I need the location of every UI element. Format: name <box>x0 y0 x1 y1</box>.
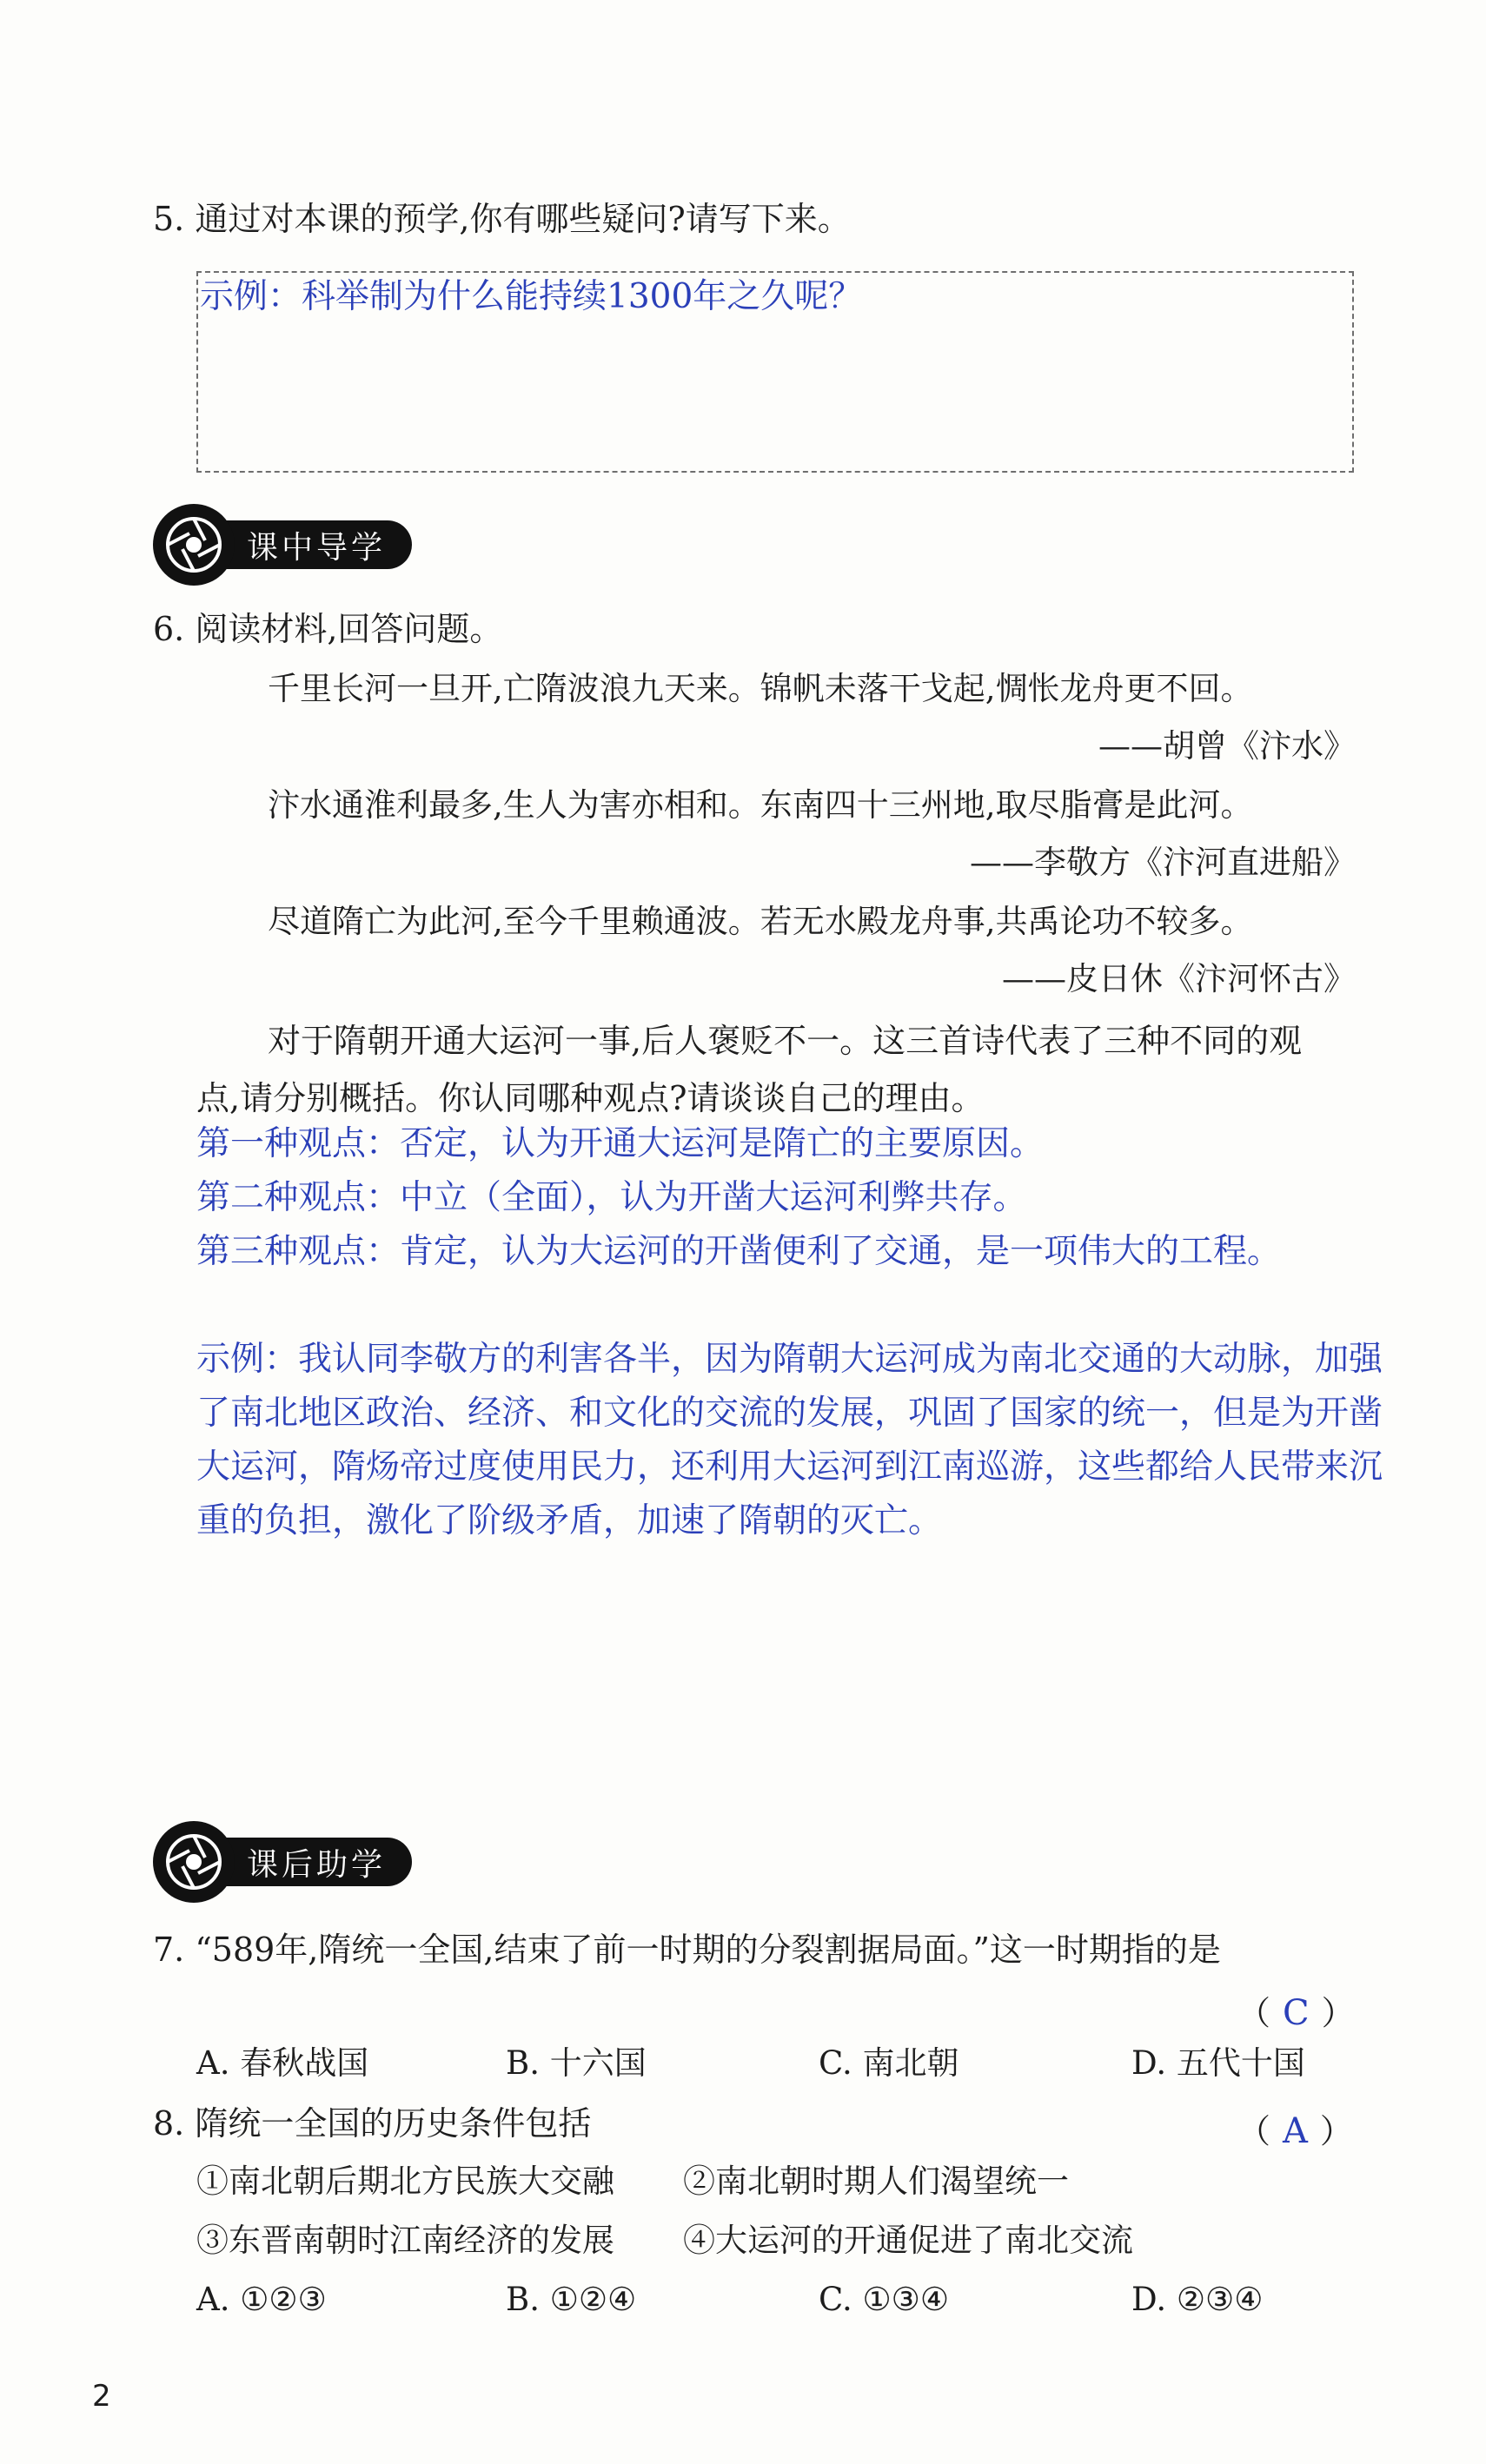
answer-bracket-8 <box>1237 2104 1353 2152</box>
bracket-close: ） <box>1319 2112 1353 2150</box>
poem-2-source: ——李敬方《汴河直进船》 <box>970 844 1356 881</box>
question-8-text: 8. 隋统一全国的历史条件包括 <box>153 2104 592 2143</box>
q7-option-d: D. 五代十国 <box>1131 2044 1305 2082</box>
bracket-close: ） <box>1321 1994 1355 2032</box>
aperture-icon <box>153 504 235 586</box>
q8-item-4: ④大运河的开通促进了南北交流 <box>683 2222 1133 2259</box>
answer-8: A <box>1283 2111 1308 2151</box>
question-6-line2: 点,请分别概括。你认同哪种观点?请谈谈自己的理由。 <box>196 1079 985 1117</box>
section-title-mid: 课中导学 <box>209 520 412 569</box>
answer-box-5 <box>196 271 1354 473</box>
q7-option-c: C. 南北朝 <box>819 2044 959 2082</box>
q7-option-a: A. 春秋战国 <box>196 2044 369 2082</box>
q8-option-c: C. ①③④ <box>819 2281 950 2318</box>
q8-item-2: ②南北朝时期人们渴望统一 <box>683 2163 1069 2200</box>
q8-option-a: A. ①②③ <box>196 2281 327 2318</box>
section-title-after: 课后助学 <box>209 1838 412 1886</box>
bracket-open: （ <box>1237 2112 1271 2150</box>
answer-6-view3: 第三种观点：肯定，认为大运河的开凿便利了交通，是一项伟大的工程。 <box>196 1232 1282 1271</box>
question-6-line1: 对于隋朝开通大运河一事,后人褒贬不一。这三首诗代表了三种不同的观 <box>268 1022 1303 1060</box>
q8-item-3: ③东晋南朝时江南经济的发展 <box>196 2222 614 2259</box>
question-5-text: 5. 通过对本课的预学,你有哪些疑问?请写下来。 <box>153 200 851 238</box>
question-7-text: 7. “589年,隋统一全国,结束了前一时期的分裂割据局面。”这一时期指的是 <box>153 1931 1221 1969</box>
section-banner-after <box>153 1821 412 1903</box>
answer-5: 示例：科举制为什么能持续1300年之久呢？ <box>200 277 863 316</box>
question-6-prompt: 6. 阅读材料,回答问题。 <box>153 610 503 648</box>
answer-6-view1: 第一种观点：否定，认为开通大运河是隋亡的主要原因。 <box>196 1124 1045 1163</box>
poem-1-source: ——胡曾《汴水》 <box>1098 727 1356 765</box>
q8-option-b: B. ①②④ <box>506 2281 637 2318</box>
answer-7: C <box>1283 1993 1310 2033</box>
section-banner-mid <box>153 504 412 586</box>
answer-bracket-7 <box>1237 1986 1355 2034</box>
answer-6-view2: 第二种观点：中立（全面），认为开凿大运河利弊共存。 <box>196 1178 1027 1217</box>
bracket-open: （ <box>1237 1994 1271 2032</box>
q8-item-1: ①南北朝后期北方民族大交融 <box>196 2163 614 2200</box>
q8-option-d: D. ②③④ <box>1131 2281 1264 2318</box>
q7-option-b: B. 十六国 <box>506 2044 647 2082</box>
poem-3-source: ——皮日休《汴河怀古》 <box>1002 960 1356 997</box>
poem-1: 千里长河一旦开,亡隋波浪九天来。锦帆未落干戈起,惆怅龙舟更不回。 <box>268 670 1253 707</box>
page-number: 2 <box>92 2379 111 2414</box>
poem-2: 汴水通淮利最多,生人为害亦相和。东南四十三州地,取尽脂膏是此河。 <box>268 786 1253 824</box>
answer-6-example: 示例：我认同李敬方的利害各半，因为隋朝大运河成为南北交通的大动脉，加强了南北地区政治、经济、和文化的交流的发展，巩固了国家的统一，但是为开凿大运河，隋炀帝过度使用民力，还利用大运河到江南巡游，这些都给人民带来沉重的负担，激化了阶级矛盾，加速了隋朝的灭亡。 <box>196 1340 1383 1540</box>
aperture-icon <box>153 1821 235 1903</box>
poem-3: 尽道隋亡为此河,至今千里赖通波。若无水殿龙舟事,共禹论功不较多。 <box>268 903 1253 940</box>
